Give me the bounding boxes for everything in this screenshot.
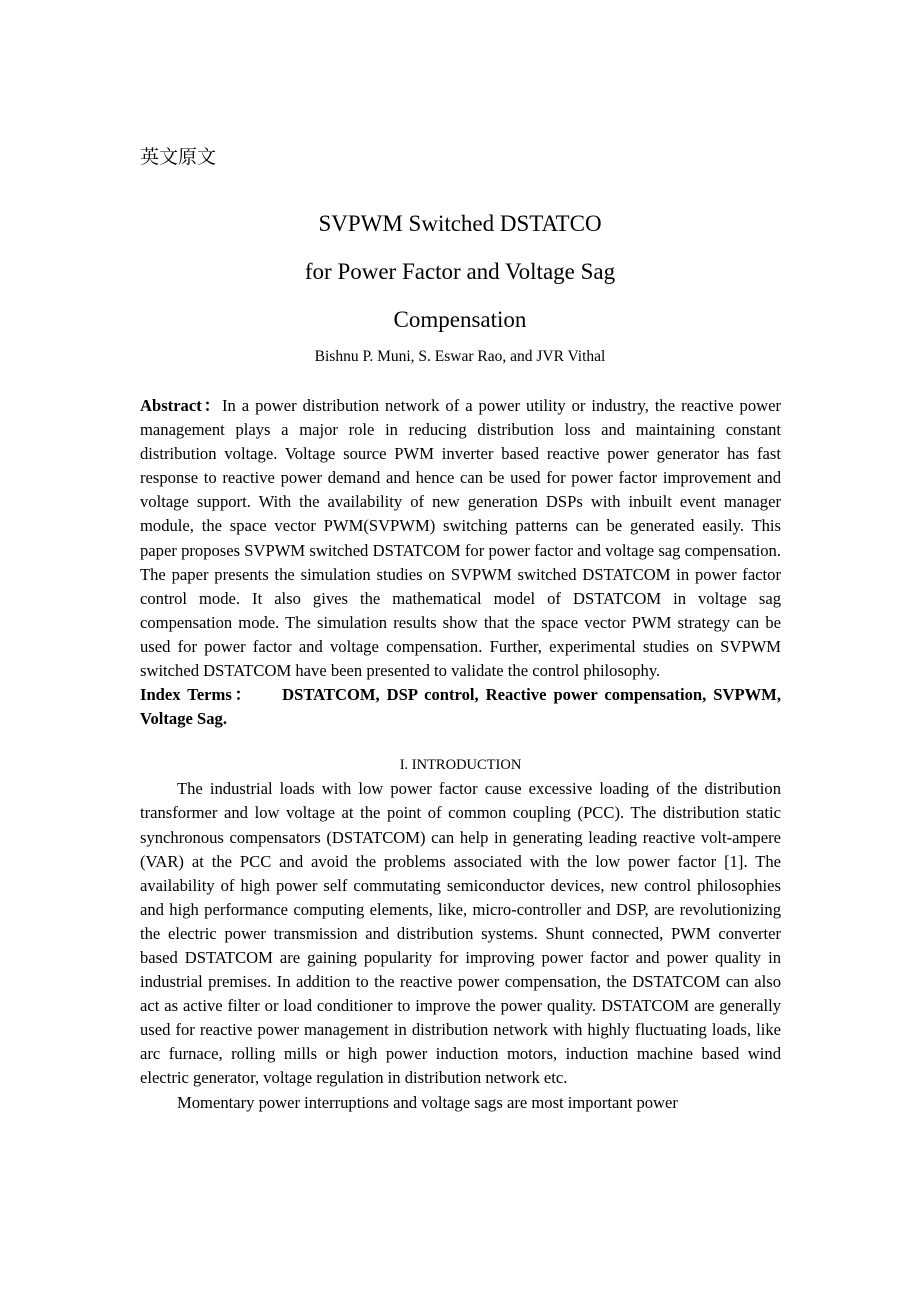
section-title-introduction: I. INTRODUCTION — [399, 757, 522, 774]
original-text-heading: 英文原文 — [140, 146, 217, 168]
paper-header — [140, 200, 780, 370]
index-terms-text: DSTATCOM, DSP control, Reactive power compensation, SVPWM, Voltage Sag. — [140, 685, 781, 729]
intro-paragraph-2: Momentary power interruptions and voltage sags are most important power — [177, 1092, 678, 1112]
index-terms — [140, 683, 781, 731]
abstract — [140, 394, 781, 683]
paper-title-line-2: for Power Factor and Voltage Sag — [304, 259, 616, 284]
paper-body — [140, 394, 781, 1115]
abstract-text: In a power distribution network of a power utility or industry, the reactive power management plays a major role in reducing distribution loss and maintaining constant distribution voltage. Voltage source PWM inverter based reactive power generator has fast response to reactive power demand and hence can be used for power factor improvement and voltage support. With the availability of new generation DSPs with inbuilt event manager module, the space vector PWM(SVPWM) switching patterns can be generated easily. This paper proposes SVPWM switched DSTATCOM for power factor and voltage sag compensation. The paper presents the simulation studies on SVPWM switched DSTATCOM in power factor control mode. It also gives the mathematical model of DSTATCOM in voltage sag compensation mode. The simulation results show that the space vector PWM strategy can be used for power factor and voltage compensation. Further, experimental studies on SVPWM switched DSTATCOM have been presented to validate the control philosophy. — [140, 396, 782, 681]
intro-paragraph-1: The industrial loads with low power factor cause excessive loading of the distribution transformer and low voltage at the point of common coupling (PCC). The distribution static synchronous compensators (DSTATCOM) can help in generating leading reactive volt-ampere (VAR) at the PCC and avoid the problems associated with the low power factor [1]. The availability of high power self commutating semiconductor devices, new control philosophies and high performance computing elements, like, micro-controller and DSP, are revolutionizing the electric power transmission and distribution systems. Shunt connected, PWM converter based DSTATCOM are gaining popularity for improving power factor and power quality in industrial premises. In addition to the reactive power compensation, the DSTATCOM can also act as active filter or load conditioner to improve the power quality. DSTATCOM are generally used for reactive power management in distribution network with highly fluctuating loads, like arc furnace, rolling mills or high power induction motors, induction machine based wind electric generator, voltage regulation in distribution network etc. — [140, 779, 781, 1088]
paper-title-line-3: Compensation — [393, 307, 527, 332]
index-terms-label: Index Terms： — [140, 685, 255, 705]
paper-authors: Bishnu P. Muni, S. Eswar Rao, and JVR Vithal — [314, 348, 606, 365]
paper-title-line-1: SVPWM Switched DSTATCO — [318, 211, 602, 236]
abstract-label: Abstract： — [140, 396, 222, 415]
